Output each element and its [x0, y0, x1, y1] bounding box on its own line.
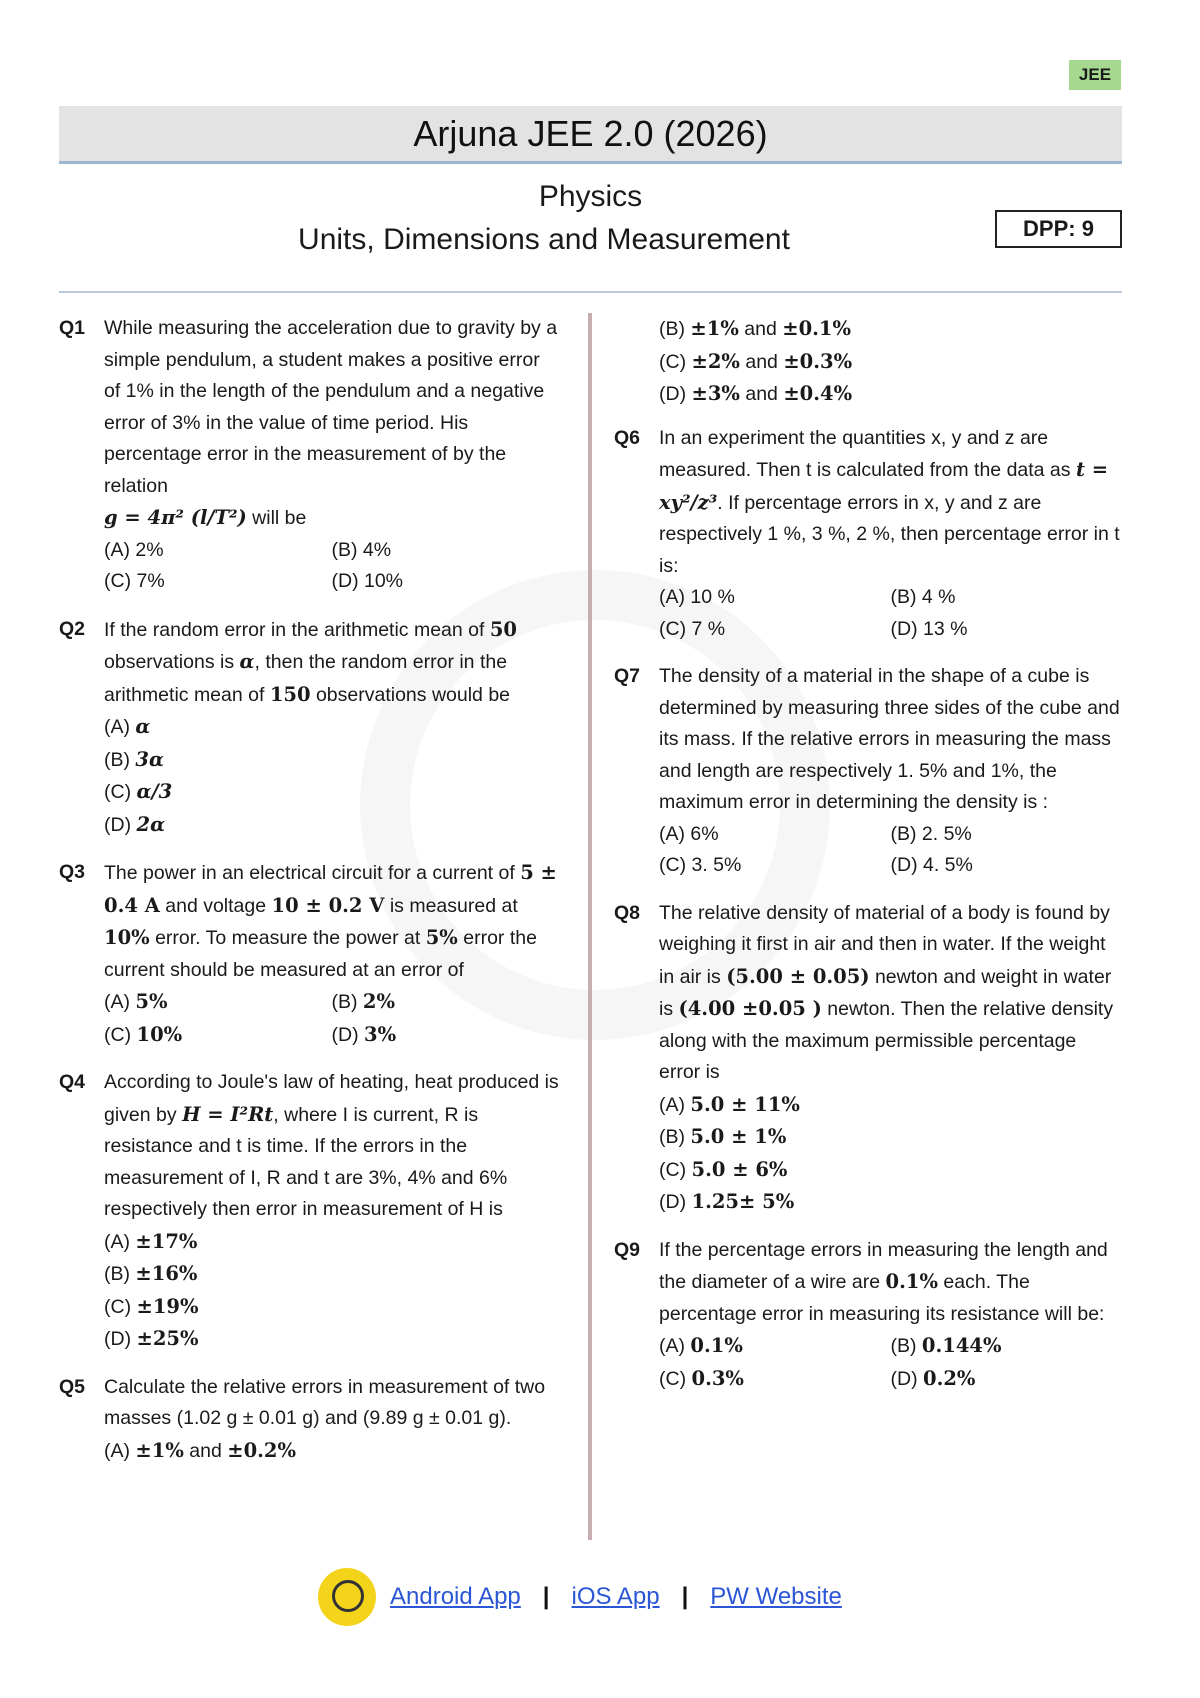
- option-value: 1.25± 5%: [691, 1190, 795, 1213]
- option-value: 10%: [136, 1022, 183, 1046]
- option-value: ±0.1%: [782, 317, 852, 340]
- option-a[interactable]: [104, 986, 332, 1019]
- option-label: (C): [104, 1023, 137, 1046]
- option-c[interactable]: [659, 1363, 891, 1396]
- math-value: 5%: [425, 926, 458, 949]
- option-label: (C): [104, 1295, 137, 1318]
- option-a[interactable]: (A) 10 %: [659, 586, 735, 608]
- options: [659, 582, 1122, 645]
- option-value: ±1%: [135, 1438, 184, 1462]
- android-app-link[interactable]: Android App: [390, 1583, 521, 1610]
- right-column: [614, 313, 1122, 1411]
- options: [659, 1330, 1122, 1395]
- option-label: (C): [659, 1158, 692, 1181]
- option-value: 0.144%: [921, 1334, 1002, 1357]
- option-joiner: and: [183, 1439, 228, 1462]
- option-value: ±2%: [691, 349, 740, 373]
- exam-tag: JEE: [1069, 60, 1121, 90]
- option-value: 5.0 ± 11%: [690, 1092, 800, 1116]
- question-text: Calculate the relative errors in measurement of two masses (1.02 g ± 0.01 g) and (9.89 g ± 0.01 g).: [104, 1375, 546, 1429]
- option-c[interactable]: [104, 1291, 559, 1324]
- option-value: ±3%: [691, 382, 740, 405]
- option-label: (C): [104, 781, 137, 803]
- question-number: Q5: [59, 1375, 86, 1398]
- options: [104, 535, 559, 598]
- option-label: (B): [104, 748, 136, 771]
- option-label: (D): [104, 1328, 137, 1350]
- question-8: [614, 898, 1122, 1219]
- question-number: Q1: [59, 317, 86, 339]
- option-value: ±16%: [135, 1262, 198, 1285]
- question-number: Q7: [614, 665, 641, 687]
- option-a[interactable]: (A) 6%: [659, 822, 719, 845]
- option-b[interactable]: [332, 986, 560, 1019]
- question-text: . If percentage errors in x, y and z are respectively 1 %, 3 %, 2 %, then percentage error in t is:: [659, 491, 1120, 577]
- option-label: (B): [659, 1126, 691, 1148]
- option-label: (D): [659, 383, 692, 405]
- dpp-badge: DPP: 9: [995, 210, 1122, 248]
- question-7: [614, 661, 1122, 882]
- option-value: 5.0 ± 1%: [690, 1125, 787, 1148]
- option-d[interactable]: (D) 4. 5%: [890, 854, 973, 876]
- question-9: [614, 1235, 1122, 1396]
- pw-website-link[interactable]: PW Website: [710, 1583, 842, 1610]
- pw-logo-icon: [318, 1568, 376, 1626]
- option-c[interactable]: (C) 3. 5%: [659, 854, 742, 876]
- option-value: 2%: [362, 990, 396, 1013]
- question-text-tail: will be: [246, 507, 307, 529]
- options: [659, 819, 1122, 882]
- option-value: 3α: [135, 747, 164, 771]
- option-joiner: and: [739, 383, 784, 405]
- option-label: (A): [104, 1439, 136, 1462]
- math-value: H = I²Rt: [182, 1102, 274, 1126]
- math-value: α: [239, 650, 255, 673]
- question-text: While measuring the acceleration due to gravity by a simple pendulum, a student makes a positive error of 1% in the length of the pendulum and a negative error of 3% in the value of time period. His percentage error in the measurement of by the relation: [104, 317, 558, 497]
- option-b[interactable]: (B) 4%: [331, 538, 392, 561]
- option-b[interactable]: [659, 1121, 1122, 1154]
- option-label: (B): [331, 991, 363, 1013]
- option-d[interactable]: [659, 1186, 1122, 1219]
- option-value: 5.0 ± 6%: [691, 1157, 788, 1181]
- left-column: [59, 313, 559, 1483]
- question-text: newton and weight in water is: [659, 965, 1112, 1020]
- option-label: (B): [659, 318, 691, 340]
- option-c[interactable]: (C) 7 %: [659, 617, 726, 640]
- question-text: , where I is current, R is resistance and t is time. If the errors in the measurement of I, R and t are 3%, 4% and 6% respectively then error in measurement of H is: [104, 1103, 508, 1220]
- option-c[interactable]: [659, 1154, 1122, 1187]
- question-number: Q6: [614, 426, 641, 449]
- option-c[interactable]: [104, 1019, 332, 1052]
- option-label: (A): [659, 1093, 691, 1116]
- option-value: α: [135, 715, 151, 738]
- option-b[interactable]: [104, 1258, 559, 1291]
- option-value: ±25%: [136, 1327, 199, 1350]
- option-d[interactable]: [659, 378, 1122, 411]
- formula: t = xy²/z³: [659, 458, 1109, 514]
- question-text: According to Joule's law of heating, heat produced is given by: [104, 1071, 559, 1126]
- option-label: (C): [659, 350, 692, 373]
- question-text: The power in an electrical circuit for a current of: [104, 862, 521, 884]
- title-band: [59, 106, 1122, 164]
- option-a[interactable]: (A) 2%: [104, 538, 164, 561]
- option-value: ±17%: [135, 1229, 198, 1253]
- option-label: (A): [659, 1335, 691, 1357]
- math-value: 0.1%: [885, 1270, 938, 1293]
- option-a[interactable]: [659, 1330, 891, 1363]
- option-b[interactable]: [659, 313, 1122, 346]
- footer-links: [318, 1565, 842, 1629]
- option-label: (A): [104, 716, 136, 738]
- question-text: and voltage: [159, 894, 272, 917]
- question-text: is measured at: [384, 894, 518, 917]
- link-separator: |: [681, 1583, 689, 1610]
- option-value: 2α: [136, 812, 166, 836]
- link-separator: |: [542, 1583, 550, 1610]
- question-text: error. To measure the power at: [149, 927, 426, 949]
- option-label: (D): [331, 1023, 364, 1046]
- ios-app-link[interactable]: iOS App: [571, 1583, 660, 1610]
- subject-heading: Physics: [538, 180, 643, 213]
- question-2: [59, 614, 559, 842]
- question-number: Q3: [59, 861, 86, 883]
- question-text: In an experiment the quantities x, y and z are measured. Then t is calculated from the data as: [659, 426, 1076, 481]
- header-rule: [59, 291, 1122, 293]
- math-value: 10 ± 0.2 V: [271, 893, 385, 917]
- math-value: 50: [489, 617, 517, 641]
- option-label: (D): [890, 1367, 923, 1390]
- option-label: (A): [104, 991, 136, 1013]
- option-value: ±1%: [690, 317, 739, 340]
- option-label: (C): [659, 1367, 692, 1390]
- option-joiner: and: [739, 350, 784, 373]
- option-a[interactable]: [104, 1226, 559, 1259]
- option-value: 0.2%: [923, 1366, 976, 1390]
- option-d[interactable]: (D) 13 %: [890, 617, 968, 640]
- option-b[interactable]: (B) 4 %: [890, 586, 956, 608]
- option-d[interactable]: [332, 1019, 560, 1052]
- question-number: Q8: [614, 901, 641, 924]
- question-text: error the current should be measured at an error of: [104, 927, 537, 981]
- option-d[interactable]: [891, 1363, 1123, 1396]
- question-text: The relative density of material of a body is found by weighing it first in air and then in water. If the weight in air is: [659, 901, 1110, 988]
- option-label: (B): [104, 1263, 136, 1285]
- question-text: The density of a material in the shape of a cube is determined by measuring three sides of the cube and its mass. If the relative errors in measuring the mass and length are respectively 1. 5% and 1%, the maximum error in determining the density is :: [659, 665, 1120, 813]
- question-number: Q4: [59, 1071, 86, 1093]
- math-value: 150: [269, 682, 311, 706]
- column-divider: [588, 313, 592, 1540]
- formula: g = 4π² (l/T²): [104, 506, 247, 529]
- option-value: ±0.3%: [783, 349, 853, 373]
- question-text: If the percentage errors in measuring the length and the diameter of a wire are: [659, 1238, 1108, 1293]
- option-c[interactable]: [104, 776, 559, 809]
- option-c[interactable]: [659, 346, 1122, 379]
- math-value: 5 ± 0.4 A: [104, 861, 557, 917]
- option-a[interactable]: [659, 1089, 1122, 1122]
- option-label: (B): [890, 1335, 922, 1357]
- option-value: 5%: [135, 990, 168, 1013]
- question-text: observations is: [104, 651, 240, 673]
- option-joiner: and: [738, 318, 783, 340]
- chapter-heading: Units, Dimensions and Measurement: [298, 223, 790, 256]
- question-3: [59, 857, 559, 1051]
- option-d[interactable]: [104, 809, 559, 842]
- option-b[interactable]: [891, 1330, 1123, 1363]
- question-4: [59, 1067, 559, 1356]
- question-text: each. The percentage error in measuring its resistance will be:: [659, 1271, 1105, 1325]
- option-d[interactable]: (D) 10%: [331, 570, 404, 592]
- question-text: If the random error in the arithmetic mean of: [104, 618, 490, 641]
- option-value: 0.1%: [690, 1334, 743, 1357]
- question-number: Q2: [59, 617, 86, 640]
- question-text: newton. Then the relative density along with the maximum permissible percentage error is: [659, 998, 1114, 1083]
- option-value: ±19%: [136, 1294, 199, 1318]
- math-value: 10%: [104, 926, 150, 949]
- options: [104, 986, 559, 1051]
- option-label: (D): [659, 1191, 692, 1213]
- option-d[interactable]: [104, 1323, 559, 1356]
- question-text: , then the random error in the arithmetic mean of: [104, 651, 508, 706]
- question-number: Q9: [614, 1238, 641, 1261]
- option-a[interactable]: [104, 1435, 559, 1468]
- option-label: (D): [104, 813, 137, 836]
- question-text: observations would be: [310, 683, 511, 706]
- page-title: Arjuna JEE 2.0 (2026): [413, 113, 768, 154]
- option-value: 3%: [364, 1022, 397, 1046]
- option-value: ±0.2%: [227, 1438, 297, 1462]
- question-6: [614, 423, 1122, 646]
- option-value: 0.3%: [691, 1366, 744, 1390]
- option-a[interactable]: [104, 711, 559, 744]
- question-5-continued: [614, 313, 1122, 411]
- option-value: ±0.4%: [783, 382, 853, 405]
- option-c[interactable]: (C) 7%: [104, 570, 165, 592]
- question-5: [59, 1372, 559, 1468]
- option-b[interactable]: (B) 2. 5%: [890, 822, 972, 845]
- option-label: (A): [104, 1230, 136, 1253]
- math-value: (4.00 ±0.05 ): [678, 997, 822, 1020]
- option-b[interactable]: [104, 744, 559, 777]
- question-1: [59, 313, 559, 598]
- math-value: (5.00 ± 0.05): [726, 964, 870, 988]
- option-value: α/3: [136, 780, 173, 803]
